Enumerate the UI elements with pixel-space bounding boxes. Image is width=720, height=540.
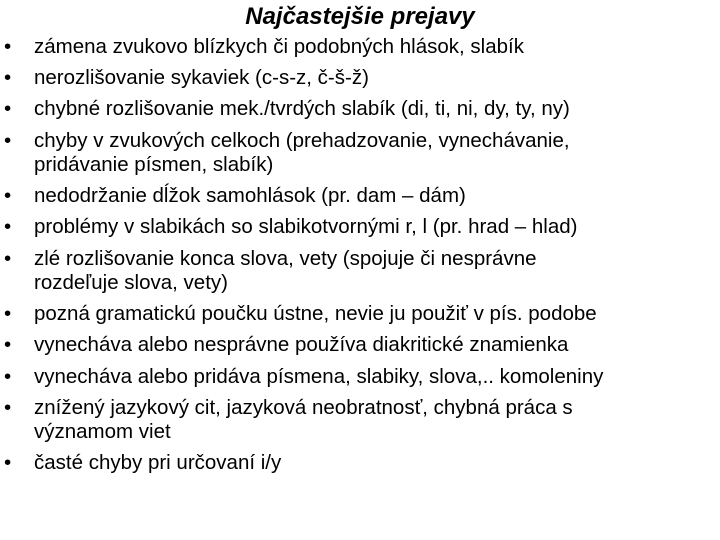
bullet-dot-icon: •	[4, 246, 12, 270]
bullet-list	[0, 35, 720, 483]
bullet-item	[0, 247, 720, 296]
bullet-text-line: nedodržanie dĺžok samohlások (pr. dam – dám)	[34, 184, 466, 208]
bullet-text-line: vynecháva alebo nesprávne používa diakritické znamienka	[34, 333, 569, 357]
bullet-dot-icon: •	[4, 333, 12, 357]
bullet-text-line: zlé rozlišovanie konca slova, vety (spojuje či nesprávne	[34, 246, 537, 270]
bullet-dot-icon: •	[4, 302, 12, 326]
bullet-text-line: zámena zvukovo blízkych či podobných hlások, slabík	[34, 35, 524, 58]
bullet-item	[0, 302, 720, 326]
bullet-item	[0, 396, 720, 445]
bullet-dot-icon: •	[4, 66, 12, 90]
bullet-text-line: časté chyby pri určovaní i/y	[34, 451, 282, 475]
bullet-item	[0, 66, 720, 90]
bullet-item	[0, 333, 720, 357]
bullet-text-line: znížený jazykový cit, jazyková neobratnosť, chybná práca s	[34, 395, 573, 419]
bullet-text-line: pridávanie písmen, slabík)	[34, 153, 274, 177]
bullet-item	[0, 215, 720, 239]
bullet-dot-icon: •	[4, 128, 12, 152]
bullet-dot-icon: •	[4, 97, 12, 121]
bullet-text-line: nerozlišovanie sykaviek (c-s-z, č-š-ž)	[34, 66, 369, 90]
bullet-text-line: významom viet	[34, 420, 171, 444]
bullet-dot-icon: •	[4, 215, 12, 239]
bullet-item	[0, 365, 720, 389]
bullet-dot-icon: •	[4, 364, 12, 388]
bullet-text-line: problémy v slabikách so slabikotvornými r, l (pr. hrad – hlad)	[34, 215, 578, 239]
bullet-item	[0, 35, 720, 59]
bullet-text-line: vynecháva alebo pridáva písmena, slabiky, slova,.. komoleniny	[34, 364, 604, 388]
slide-title: Najčastejšie prejavy	[245, 3, 475, 30]
bullet-dot-icon: •	[4, 35, 12, 58]
bullet-text-line: chybné rozlišovanie mek./tvrdých slabík (di, ti, ni, dy, ty, ny)	[34, 97, 570, 121]
bullet-item	[0, 451, 720, 475]
bullet-item	[0, 97, 720, 121]
bullet-item	[0, 129, 720, 178]
bullet-dot-icon: •	[4, 395, 12, 419]
bullet-text-line: chyby v zvukových celkoch (prehadzovanie, vynechávanie,	[34, 128, 570, 152]
bullet-dot-icon: •	[4, 451, 12, 475]
bullet-dot-icon: •	[4, 184, 12, 208]
bullet-text-line: pozná gramatickú poučku ústne, nevie ju použiť v pís. podobe	[34, 302, 597, 326]
bullet-text-line: rozdeľuje slova, vety)	[34, 271, 228, 295]
bullet-item	[0, 184, 720, 208]
